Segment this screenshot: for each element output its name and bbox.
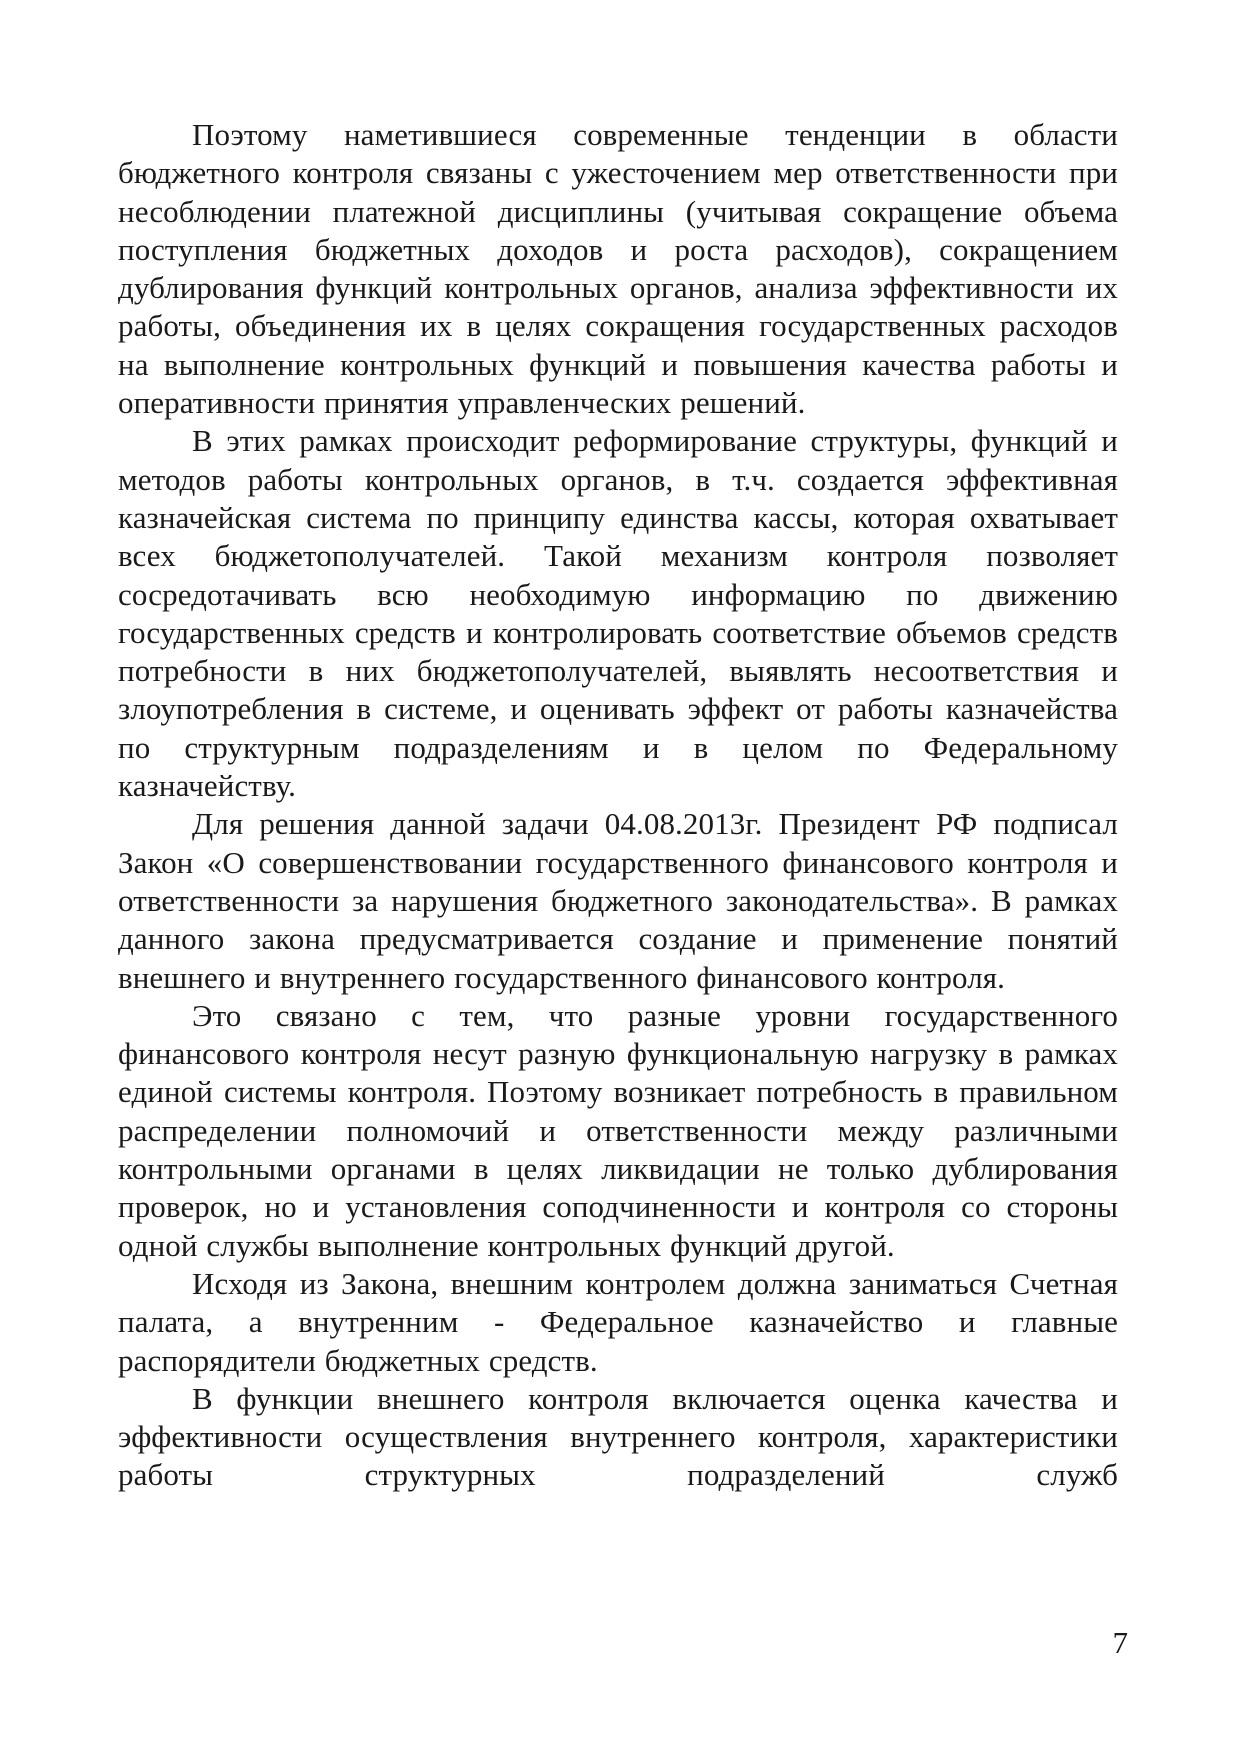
paragraph-1: Поэтому наметившиеся современные тенденции в области бюджетного контроля связаны с ужесточением мер ответственности при несоблюдении платежной дисциплины (учитывая сокращение объема поступления бюджетных доходов и роста расходов), сокращением дублирования функций контрольных органов, анализа эффективности их работы, объединения их в целях сокращения государственных расходов на выполнение контрольных функций и повышения качества работы и оперативности принятия управленческих решений. <box>118 117 1118 421</box>
paragraph-5: Исходя из Закона, внешним контролем должна заниматься Счетная палата, а внутренним - Федеральное казначейство и главные распорядители бюджетных средств. <box>118 1265 1118 1378</box>
paragraph-2: В этих рамках происходит реформирование структуры, функций и методов работы контрольных органов, в т.ч. создается эффективная казначейская система по принципу единства кассы, которая охватывает всех бюджетополучателей. Такой механизм контроля позволяет сосредотачивать всю необходимую информацию по движению государственных средств и контролировать соответствие объемов средств потребности в них бюджетополучателей, выявлять несоответствия и злоупотребления в системе, и оценивать эффект от работы казначейства по структурным подразделениям и в целом по Федеральному казначейству. <box>118 423 1118 804</box>
paragraph-4: Это связано с тем, что разные уровни государственного финансового контроля несут разную функциональную нагрузку в рамках единой системы контроля. Поэтому возникает потребность в правильном распределении полномочий и ответственности между различными контрольными органами в целях ликвидации не только дублирования проверок, но и установления соподчиненности и контроля со стороны одной службы выполнение контрольных функций другой. <box>118 997 1118 1263</box>
page-number: 7 <box>1112 1625 1128 1660</box>
body-text <box>118 116 1118 1495</box>
paragraph-6: В функции внешнего контроля включается оценка качества и эффективности осуществления внутреннего контроля, характеристики работы структурных подразделений служб <box>118 1380 1118 1493</box>
paragraph-3: Для решения данной задачи 04.08.2013г. Президент РФ подписал Закон «О совершенствовании государственного финансового контроля и ответственности за нарушения бюджетного законодательства». В рамках данного закона предусматривается создание и применение понятий внешнего и внутреннего государственного финансового контроля. <box>118 806 1118 995</box>
